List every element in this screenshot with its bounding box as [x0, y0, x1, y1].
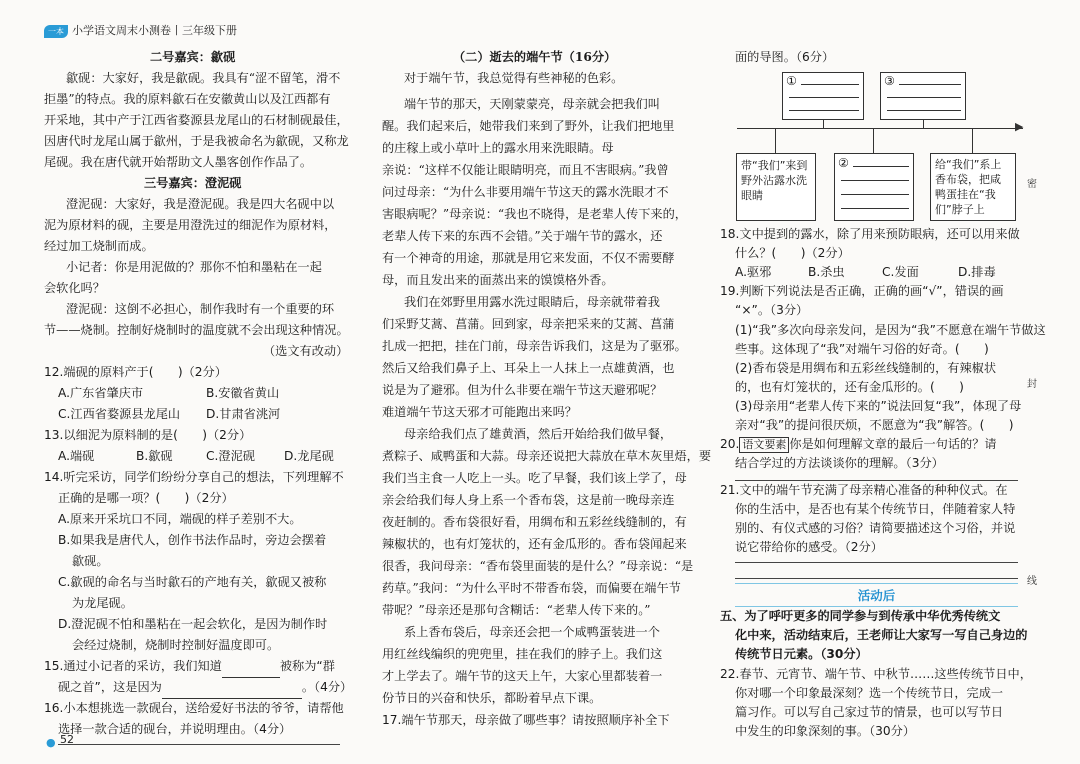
q14-option-b-cont: 歙砚。: [72, 554, 109, 568]
q12-option-a[interactable]: A.广东省肇庆市: [58, 386, 144, 400]
seal-label: 线: [1027, 576, 1037, 587]
mindmap-label-3: ③: [884, 74, 895, 88]
reporter-line: 小记者：你是用泥做的？那你不怕和墨粘在一起: [66, 260, 322, 274]
q19-line: 19.判断下列说法是否正确，正确的画“√”，错误的画: [720, 284, 1004, 298]
timeline-axis: [737, 128, 1023, 129]
passage-line: 的庄稼上或小草叶上的露水用来洗眼睛。母: [382, 141, 614, 155]
mindmap-box-3[interactable]: [880, 72, 966, 120]
q21-line: 你的生活中，是否也有某个传统节日，伴随着家人特: [735, 502, 1016, 516]
blank-line: [899, 84, 961, 85]
q15-text-b: 被称为“群: [279, 659, 335, 673]
blank-line: [887, 97, 961, 98]
q14-option-c-cont: 为龙尾砚。: [72, 596, 133, 610]
section5-line: 化中来，活动结束后，王老师让大家写一写自己身边的: [735, 628, 1028, 642]
q15: [44, 656, 335, 678]
passage-line: 用红丝线编织的兜兜里，挂在我们的脖子上。我们这: [382, 647, 663, 661]
q22-line: 22.春节、元宵节、端午节、中秋节……这些传统节日中，: [720, 667, 1032, 681]
passage-line: 难道端午节这天邪才可能跑出来吗？: [382, 405, 577, 419]
passage-line: 带呢？”母亲还是那句含糊话：“老辈人传下来的。”: [382, 603, 651, 617]
blank-line: [789, 97, 859, 98]
seal-label: 密: [1027, 179, 1037, 190]
guest3-line: 经过加工烧制而成。: [44, 239, 154, 253]
passage-line: 然后又给我们鼻子上、耳朵上一人抹上一点雄黄酒，也: [382, 361, 675, 375]
activity-banner: [735, 583, 1018, 607]
q14-option-a[interactable]: A.原来开采坑口不同，端砚的样子差别不大。: [58, 512, 302, 526]
passage-line: 有一个神奇的用途，那就是用它来发面，不仅不需要酵: [382, 251, 675, 265]
passage-line: 对于端午节，我总觉得有些神秘的色彩。: [404, 71, 624, 85]
q19-line: “×”。（3分）: [735, 303, 809, 317]
passage-line: 份节日的兴奋和快乐，都盼着早点下课。: [382, 691, 602, 705]
passage-line: 母亲给我们点了雄黄酒，然后开始给我们做早餐，: [404, 427, 673, 441]
q17: 17.端午节那天，母亲做了哪些事？请按照顺序补全下: [382, 713, 670, 727]
connector: [823, 120, 824, 128]
passage-line: 害眼病呢？”母亲说：“我也不晓得，是老辈人传下来的，: [382, 207, 687, 221]
q18-option-d[interactable]: D.排毒: [958, 265, 996, 279]
passage-line: 辣椒状的，也有灯笼状的，还有金瓜形的。香布袋闻起来: [382, 537, 687, 551]
blank-line: [789, 110, 859, 111]
passage-line: 说是为了避邪。但为什么非要在端午节这天避邪呢？: [382, 383, 663, 397]
blank-line: [841, 180, 909, 181]
q13: 13.以细泥为原料制的是( )（2分）: [44, 428, 252, 442]
guest3-title: 三号嘉宾：澄泥砚: [144, 176, 242, 190]
guest2-line: 因唐代时龙尾山属于歙州，于是我被命名为歙砚，又称龙: [44, 134, 349, 148]
passage-line: 亲说：“这样不仅能让眼睛明亮，而且不害眼病。”我曾: [382, 163, 669, 177]
passage-line: 端午节的那天，天刚蒙蒙亮，母亲就会把我们叫: [404, 97, 660, 111]
q15-text-c: 砚之首”，这是因为: [58, 680, 162, 694]
guest2-line: 开采地，其中产于江西省婺源县龙尾山的石材制砚最佳，: [44, 113, 349, 127]
page-number: 52: [60, 733, 74, 746]
passage-line: 很香，我问母亲：“香布袋里面装的是什么？”母亲说：“是: [382, 559, 694, 573]
source-note: （选文有改动）: [263, 344, 349, 358]
q19-item-2-cont[interactable]: 的，也有灯笼状的，还有金瓜形的。( ): [735, 380, 964, 394]
mindmap-step4-text: 给“我们”系上香布袋，把咸鸭蛋挂在“我们”脖子上: [935, 158, 1002, 216]
passage-line: 们采野艾蒿、菖蒲。回到家，母亲把采来的艾蒿、菖蒲: [382, 317, 675, 331]
passage-line: 系上香布袋后，母亲还会把一个咸鸭蛋装进一个: [404, 625, 660, 639]
connector: [775, 128, 776, 153]
mindmap-box-step1: [736, 153, 816, 221]
q21-answer-line[interactable]: [735, 578, 1018, 579]
arrow-right-icon: ▶: [1015, 120, 1024, 133]
q15-cont: [58, 677, 352, 699]
guest2-title: 二号嘉宾：歙砚: [150, 50, 236, 64]
q12-option-c[interactable]: C.江西省婺源县龙尾山: [58, 407, 181, 421]
q18-option-b[interactable]: B.杀虫: [808, 265, 845, 279]
passage-line: 我们在郊野里用露水洗过眼睛后，母亲就带着我: [404, 295, 660, 309]
q18-line: 18.文中提到的露水，除了用来预防眼病，还可以用来做: [720, 227, 1020, 241]
passage-line: 醒。我们起来后，她带我们来到了野外，让我们把地里: [382, 119, 675, 133]
q14-line: 正确的是哪一项？( )（2分）: [58, 491, 234, 505]
q12: 12.端砚的原料产于( )（2分）: [44, 365, 227, 379]
q22-line: 你对哪一个印象最深刻？选一个传统节日，完成一: [735, 686, 1004, 700]
q20-tag: 语文要素: [739, 437, 789, 453]
q22-line: 中发生的印象深刻的事。（30分）: [735, 724, 916, 738]
q14-line: 14.听完采访，同学们纷纷分享自己的想法，下列理解不: [44, 470, 344, 484]
q16-line: 选择一款合适的砚台，并说明理由。（4分）: [58, 722, 292, 736]
q21-answer-line[interactable]: [735, 562, 1018, 563]
header-title: 小学语文周末小测卷丨三年级下册: [72, 24, 237, 37]
q16-answer-line[interactable]: [58, 744, 340, 745]
header-badge: 一本: [44, 25, 68, 38]
q22-line: 篇习作。可以写自己家过节的情景，也可以写节日: [735, 705, 1004, 719]
passage-line: 我们当主食一人吃上一头。吃了早餐，我们该上学了，母: [382, 471, 687, 485]
blank-line: [801, 84, 859, 85]
connector: [972, 128, 973, 153]
q12-option-b[interactable]: B.安徽省黄山: [206, 386, 280, 400]
connector: [873, 128, 874, 153]
q15-blank-1[interactable]: [222, 656, 280, 678]
guest3-line: 泥为原材料的砚，主要是用澄洗过的细泥作为原材料，: [44, 218, 337, 232]
passage-line: 老辈人传下来的东西不会错。”关于端午节的露水，还: [382, 229, 663, 243]
blank-line: [853, 166, 909, 167]
q19-item-1: (1)“我”多次向母亲发问，是因为“我”不愿意在端午节做这: [735, 323, 1046, 337]
q14-option-b[interactable]: B.如果我是唐代人，创作书法作品时，旁边会摆着: [58, 533, 327, 547]
passage-line: 煮粽子、咸鸭蛋和大蒜。母亲还说把大蒜放在草木灰里焐，要: [382, 449, 712, 463]
q13-option-d[interactable]: D.龙尾砚: [284, 449, 334, 463]
q12-option-d[interactable]: D.甘肃省洮河: [206, 407, 281, 421]
reporter-line: 会软化吗？: [44, 281, 105, 295]
q14-option-d[interactable]: D.澄泥砚不怕和墨粘在一起会软化，是因为制作时: [58, 617, 328, 631]
connector: [923, 120, 924, 128]
q15-score: 。（4分）: [301, 680, 353, 694]
activity-title: 活动后: [857, 588, 896, 603]
mindmap-label-1: ①: [786, 74, 797, 88]
q21-line: 别的、有仪式感的习俗？请简要描述这个习俗，并说: [735, 521, 1016, 535]
passage-line: 问过母亲：“为什么非要用端午节这天的露水洗眼才不: [382, 185, 669, 199]
q17-cont: 面的导图。（6分）: [735, 50, 835, 64]
passage-line: 母，而且发出来的面蒸出来的馍馍格外香。: [382, 273, 614, 287]
answer-line: 澄泥砚：这倒不必担心，制作我时有一个重要的环: [66, 302, 335, 316]
section5-line: 五、为了呼吁更多的同学参与到传承中华优秀传统文: [720, 609, 1001, 623]
guest2-line: 尾砚。我在唐代就开始帮助文人墨客创作作品了。: [44, 155, 313, 169]
q18-option-a[interactable]: A.驱邪: [735, 265, 772, 279]
mindmap-box-1[interactable]: [782, 72, 864, 120]
passage-line: 才上学去了。端午节的这天上午，大家心里都装着一: [382, 669, 663, 683]
q15-blank-2[interactable]: [162, 677, 302, 699]
passage-line: 夜赶制的。香布袋很好看，用绸布和五彩丝线缝制的，有: [382, 515, 687, 529]
section5-line: 传统节日元素。（30分）: [735, 647, 868, 661]
q19-item-3-cont[interactable]: 亲对“我”的提问很厌烦，不愿意为“我”解答。( ): [735, 418, 1014, 432]
guest2-line: 拒墨”的特点。我的原料歙石在安徽黄山以及江西都有: [44, 92, 331, 106]
q13-option-c[interactable]: C.澄泥砚: [206, 449, 255, 463]
q19-item-3: (3)母亲用“老辈人传下来的”说法回复“我”，体现了母: [735, 399, 1022, 413]
q18-line: 什么？( )（2分）: [735, 246, 850, 260]
q20-cont: 结合学过的方法谈谈你的理解。（3分）: [735, 456, 944, 470]
q20: [720, 434, 997, 455]
mindmap-label-2: ②: [838, 156, 849, 170]
q13-option-a[interactable]: A.端砚: [58, 449, 95, 463]
q21-line: 说它带给你的感受。（2分）: [735, 540, 883, 554]
q19-item-1-cont[interactable]: 些事。这体现了“我”对端午习俗的好奇。( ): [735, 342, 989, 356]
mindmap-box-2[interactable]: [834, 153, 914, 221]
guest2-line: 歙砚：大家好，我是歙砚。我具有“涩不留笔，滑不: [66, 71, 341, 85]
passage-title: （二）逝去的端午节（16分）: [453, 50, 617, 64]
guest3-line: 澄泥砚：大家好，我是澄泥砚。我是四大名砚中以: [66, 197, 335, 211]
page-dot-icon: ●: [46, 736, 56, 749]
passage-line: 扎成一把把，挂在门前，母亲告诉我们，这是为了驱邪。: [382, 339, 687, 353]
q20-text: 你是如何理解文章的最后一句话的？请: [789, 437, 997, 451]
q16-line: 16.小本想挑选一款砚台，送给爱好书法的爷爷，请帮他: [44, 701, 344, 715]
mindmap-step1-text: 带“我们”来到野外沾露水洗眼睛: [741, 159, 808, 202]
blank-line: [841, 194, 909, 195]
q13-option-b[interactable]: B.歙砚: [136, 449, 173, 463]
page-header: [44, 22, 237, 38]
q19-item-2: (2)香布袋是用绸布和五彩丝线缝制的，有辣椒状: [735, 361, 997, 375]
seal-label: 封: [1027, 379, 1037, 390]
passage-line: 药草。”我问：“为什么平时不带香布袋，而偏要在端午节: [382, 581, 681, 595]
q20-number: 20.: [720, 437, 740, 451]
answer-line: 节——烧制。控制好烧制时的温度就不会出现这种情况。: [44, 323, 349, 337]
q18-option-c[interactable]: C.发面: [882, 265, 919, 279]
blank-line: [841, 208, 909, 209]
q14-option-c[interactable]: C.歙砚的命名与当时歙石的产地有关，歙砚又被称: [58, 575, 327, 589]
q21-line: 21.文中的端午节充满了母亲精心准备的种种仪式。在: [720, 483, 1008, 497]
mindmap-box-step4: [930, 153, 1016, 221]
q14-option-d-cont: 会经过烧制，烧制时控制好温度即可。: [72, 638, 280, 652]
blank-line: [887, 110, 961, 111]
q15-text-a: 15.通过小记者的采访，我们知道: [44, 659, 222, 673]
passage-line: 亲会给我们每人身上系一个香布袋，这是前一晚母亲连: [382, 493, 675, 507]
